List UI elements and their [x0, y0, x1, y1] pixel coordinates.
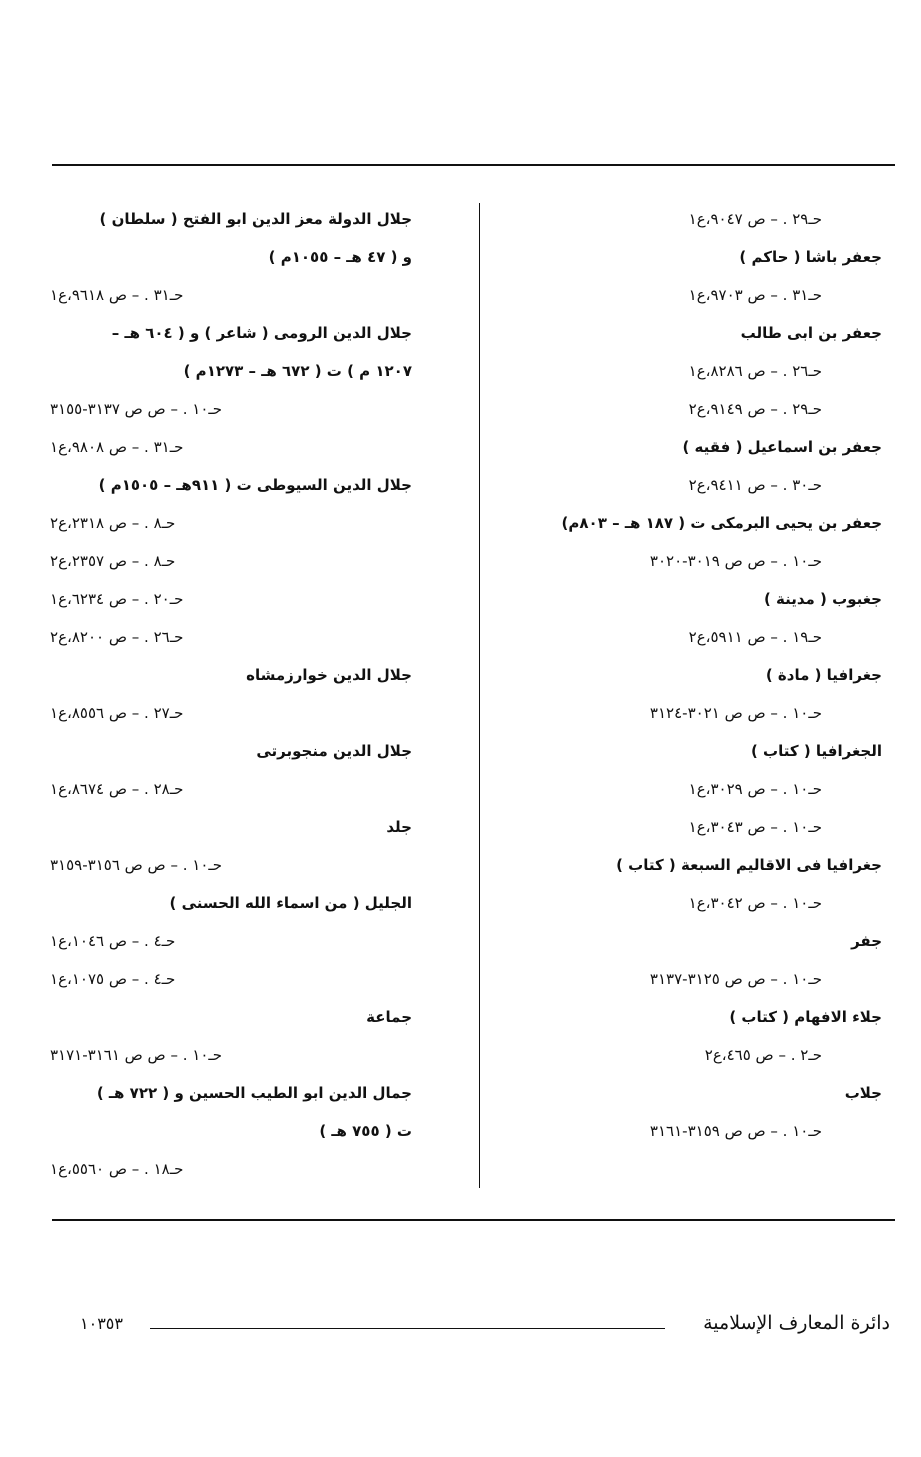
column-divider	[479, 203, 480, 1188]
index-entry-reference: حـ١٨ . – ص ٥٥٦٠،ع١	[50, 1160, 184, 1178]
index-entry-reference: حـ٣٠ . – ص ٩٤١١،ع٢	[688, 476, 822, 494]
index-entry-reference: حـ١٠ . – ص ص ٣١٦١-٣١٧١	[50, 1046, 223, 1064]
index-entry-heading: و ( ٤٧ هـ – ١٠٥٥م )	[268, 248, 412, 266]
index-entry-reference: حـ١٠ . – ص ص ٣١٥٩-٣١٦١	[649, 1122, 822, 1140]
index-entry-heading: جعفر باشا ( حاكم )	[739, 248, 882, 266]
index-entry-reference: حـ١٠ . – ص ص ٣٠٢١-٣١٢٤	[649, 704, 822, 722]
index-entry-heading: جلال الدين منجوبرتى	[256, 742, 412, 760]
index-entry-heading: جلال الدين السيوطى ت ( ٩١١هـ – ١٥٠٥م )	[98, 476, 412, 494]
index-entry-reference: حـ١٩ . – ص ٥٩١١،ع٢	[688, 628, 822, 646]
index-column-right	[520, 200, 882, 1150]
index-entry-reference: حـ٢٦ . – ص ٨٢٠٠،ع٢	[50, 628, 184, 646]
index-entry-heading: الجغرافيا ( كتاب )	[750, 742, 882, 760]
index-entry-reference: حـ٨ . – ص ٢٣٥٧،ع٢	[50, 552, 176, 570]
index-entry-heading: الجليل ( من اسماء الله الحسنى )	[169, 894, 412, 912]
index-entry-reference: حـ١٠ . – ص ص ٣١٥٦-٣١٥٩	[50, 856, 223, 874]
index-entry-heading: جلد	[386, 818, 412, 836]
index-entry-reference: حـ٤ . – ص ١٠٧٥،ع١	[50, 970, 176, 988]
index-entry-heading: جعفر بن يحيى البرمكى ت ( ١٨٧ هـ – ٨٠٣م)	[561, 514, 882, 532]
index-entry-heading: جلال الدولة معز الدين ابو الفتح ( سلطان )	[99, 210, 412, 228]
index-entry-heading: جلاب	[844, 1084, 882, 1102]
index-entry-reference: حـ١٠ . – ص ص ٣٠١٩-٣٠٢٠	[649, 552, 822, 570]
footer-title: دائرة المعارف الإسلامية	[703, 1312, 890, 1334]
index-entry-reference: حـ٢٧ . – ص ٨٥٥٦،ع١	[50, 704, 184, 722]
index-entry-reference: حـ٢٩ . – ص ٩٠٤٧،ع١	[688, 210, 822, 228]
index-entry-reference: حـ٢٦ . – ص ٨٢٨٦،ع١	[688, 362, 822, 380]
index-entry-reference: حـ١٠ . – ص ٣٠٢٩،ع١	[688, 780, 822, 798]
index-entry-heading: ١٢٠٧ م ) ت ( ٦٧٢ هـ – ١٢٧٣م )	[183, 362, 412, 380]
index-entry-heading: جماعة	[366, 1008, 412, 1026]
page-footer	[80, 1312, 890, 1342]
index-entry-reference: حـ٤ . – ص ١٠٤٦،ع١	[50, 932, 176, 950]
index-entry-heading: جغرافيا فى الاقاليم السبعة ( كتاب )	[616, 856, 882, 874]
top-rule	[52, 164, 895, 166]
index-entry-reference: حـ٣١ . – ص ٩٦١٨،ع١	[50, 286, 184, 304]
index-entry-reference: حـ١٠ . – ص ٣٠٤٢،ع١	[688, 894, 822, 912]
index-entry-heading: جغرافيا ( مادة )	[765, 666, 882, 684]
index-entry-heading: جعفر بن ابى طالب	[740, 324, 882, 342]
page-number: ١٠٣٥٣	[80, 1314, 123, 1333]
index-entry-reference: حـ١٠ . – ص ٣٠٤٣،ع١	[688, 818, 822, 836]
footer-rule	[150, 1328, 665, 1329]
index-entry-reference: حـ٢ . – ص ٤٦٥،ع٢	[704, 1046, 822, 1064]
index-entry-reference: حـ٢٠ . – ص ٦٢٣٤،ع١	[50, 590, 184, 608]
index-entry-reference: حـ٣١ . – ص ٩٨٠٨،ع١	[50, 438, 184, 456]
index-entry-reference: حـ١٠ . – ص ص ٣١٢٥-٣١٣٧	[649, 970, 822, 988]
index-entry-heading: جفر	[851, 932, 882, 950]
index-entry-heading: ت ( ٧٥٥ هـ )	[319, 1122, 412, 1140]
index-entry-heading: جغبوب ( مدينة )	[763, 590, 882, 608]
index-entry-reference: حـ٣١ . – ص ٩٧٠٣،ع١	[688, 286, 822, 304]
index-entry-heading: جلال الدين الرومى ( شاعر ) و ( ٦٠٤ هـ –	[111, 324, 412, 342]
index-column-left	[50, 200, 412, 1188]
bottom-rule	[52, 1219, 895, 1221]
index-entry-reference: حـ٨ . – ص ٢٣١٨،ع٢	[50, 514, 176, 532]
index-entry-heading: جلال الدين خوارزمشاه	[246, 666, 412, 684]
index-entry-reference: حـ٢٩ . – ص ٩١٤٩،ع٢	[688, 400, 822, 418]
index-entry-reference: حـ٢٨ . – ص ٨٦٧٤،ع١	[50, 780, 184, 798]
index-entry-heading: جلاء الافهام ( كتاب )	[729, 1008, 882, 1026]
index-entry-reference: حـ١٠ . – ص ص ٣١٣٧-٣١٥٥	[50, 400, 223, 418]
index-entry-heading: جعفر بن اسماعيل ( فقيه )	[682, 438, 882, 456]
index-entry-heading: جمال الدين ابو الطيب الحسين و ( ٧٢٢ هـ )	[96, 1084, 412, 1102]
